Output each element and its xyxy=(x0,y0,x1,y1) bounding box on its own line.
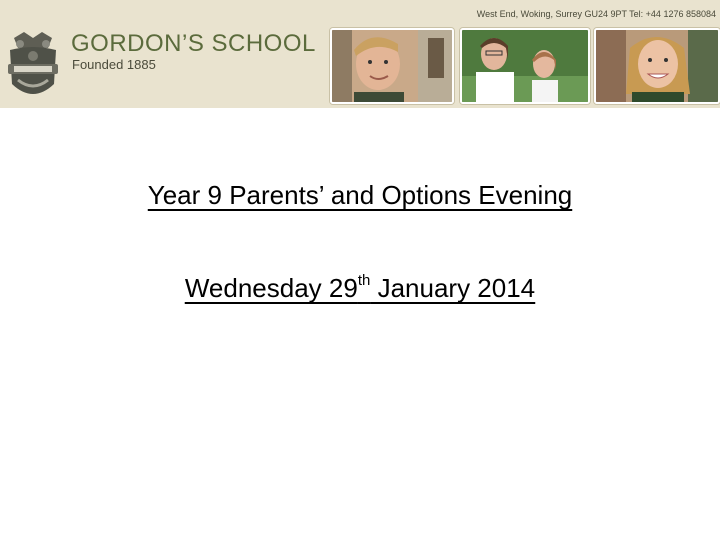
school-crest-icon xyxy=(4,30,62,104)
slide-title-text: Year 9 Parents’ and Options Evening xyxy=(147,180,573,210)
event-date-text xyxy=(185,273,535,303)
date-rest: January 2014 xyxy=(370,273,536,303)
date-prefix: Wednesday 29 xyxy=(184,273,358,303)
student-photo-3 xyxy=(594,28,720,104)
event-date xyxy=(0,272,720,304)
slide-title xyxy=(0,180,720,211)
contact-info: West End, Woking, Surrey GU24 9PT Tel: +44 1276 858084 xyxy=(476,9,716,19)
school-name: GORDON’S SCHOOL xyxy=(71,30,316,57)
student-photo-2 xyxy=(460,28,590,104)
date-ordinal-suffix: th xyxy=(357,272,371,289)
header-banner xyxy=(0,0,720,108)
founded-text: Founded 1885 xyxy=(72,57,156,72)
student-photo-1 xyxy=(330,28,454,104)
